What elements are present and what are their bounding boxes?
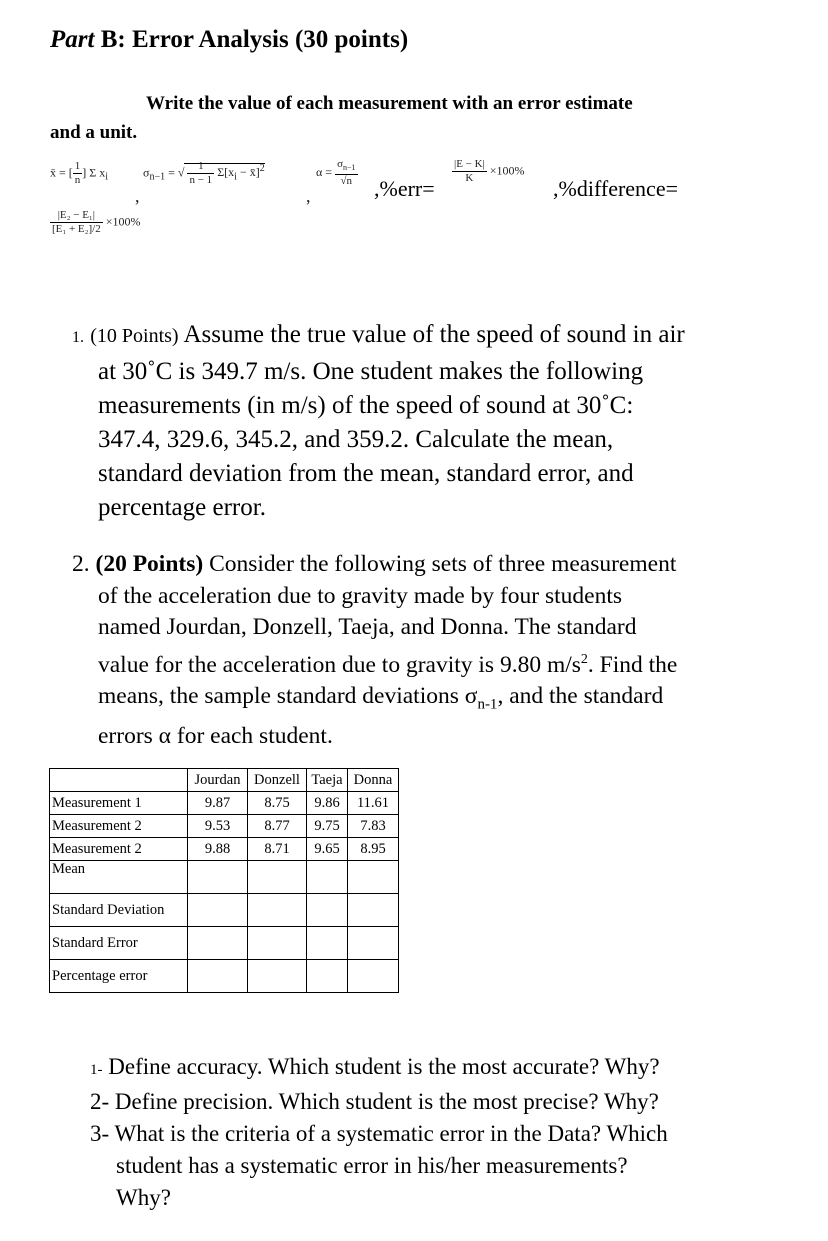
row-label: Mean xyxy=(50,861,188,894)
mean-formula: x̄ = [ $\frac{1}{n}$ ] Σ $x_i$ xyxy=(50,160,109,186)
table-header-cell: Donzell xyxy=(248,769,307,792)
table-row xyxy=(50,815,399,838)
question-1: 1. (10 Points) Assume the true value of the speed of sound in air at 30˚C is 349.7 m/s. One student makes the following measurements (in m/s) of the speed of sound at 30˚C: 347.4, 329.6, 345.2, and 359.2. Calculate the mean, standard deviation from the mean, standard error, and percentage error. xyxy=(72,321,685,521)
table-cell: 9.86 xyxy=(307,792,348,815)
table-header-cell: Taeja xyxy=(307,769,348,792)
empty-cell xyxy=(348,960,399,993)
table-cell: 8.95 xyxy=(348,838,399,861)
table-cell: 9.53 xyxy=(188,815,248,838)
question-2: 2. (20 Points) Consider the following sets of three measurement of the acceleration due to gravity made by four students named Jourdan, Donzell, Taeja, and Donna. The standard value for the acceleration due to gravity is 9.80 $m/s^2$. Find the means, the sample standard deviations $\sigma_{n-1}$, and the standard errors α for each student. xyxy=(72,551,678,750)
table-row xyxy=(50,894,399,927)
alpha-formula: α = $\frac{\sigma_{n-1}}{√n}$ xyxy=(316,158,356,188)
table-row xyxy=(50,960,399,993)
table-row xyxy=(50,927,399,960)
empty-cell xyxy=(348,927,399,960)
empty-cell xyxy=(348,861,399,894)
empty-cell xyxy=(248,861,307,894)
table-cell: 8.75 xyxy=(248,792,307,815)
empty-cell xyxy=(248,927,307,960)
table-cell: 11.61 xyxy=(348,792,399,815)
gravity-measurements-table xyxy=(49,768,399,993)
table-row xyxy=(50,838,399,861)
percent-difference-label: ,%difference= xyxy=(553,176,678,201)
empty-cell xyxy=(307,861,348,894)
table-row xyxy=(50,792,399,815)
formula-separator: , xyxy=(135,186,140,206)
empty-cell xyxy=(248,894,307,927)
row-label: Standard Deviation xyxy=(50,894,188,927)
percent-error-label: ,%err= xyxy=(374,176,435,201)
empty-cell xyxy=(307,960,348,993)
table-header-cell xyxy=(50,769,188,792)
table-header-cell: Jourdan xyxy=(188,769,248,792)
sigma-formula: $\sigma_{n-1}$ = √ $\frac{1}{n - 1}$ $\Sigma[x_i$ − x̄]$^2$ xyxy=(143,160,265,186)
empty-cell xyxy=(188,960,248,993)
empty-cell xyxy=(188,927,248,960)
table-row xyxy=(50,861,399,894)
empty-cell xyxy=(307,894,348,927)
table-header-row xyxy=(50,769,399,792)
table-cell: 8.77 xyxy=(248,815,307,838)
table-cell: 9.65 xyxy=(307,838,348,861)
table-cell: 9.88 xyxy=(188,838,248,861)
table-cell: 7.83 xyxy=(348,815,399,838)
instruction-line-1: Write the value of each measurement with an error estimate xyxy=(146,93,633,114)
row-label: Measurement 2 xyxy=(50,838,188,861)
table-cell: 8.71 xyxy=(248,838,307,861)
instruction-line-2: and a unit. xyxy=(50,122,138,143)
question-accuracy: 1- Define accuracy. Which student is the most accurate? Why? xyxy=(90,1054,660,1079)
page-title: Part B: Error Analysis (30 points) xyxy=(50,26,409,53)
question-systematic-error: 3- What is the criteria of a systematic error in the Data? Which student has a systematic error in his/her measurements? Why? xyxy=(90,1121,668,1210)
table-cell: 9.87 xyxy=(188,792,248,815)
empty-cell xyxy=(188,861,248,894)
follow-up-questions xyxy=(90,1051,790,1214)
formula-separator: , xyxy=(306,186,311,206)
table-cell: 9.75 xyxy=(307,815,348,838)
question-precision: 2- Define precision. Which student is the most precise? Why? xyxy=(90,1089,659,1114)
row-label: Measurement 1 xyxy=(50,792,188,815)
empty-cell xyxy=(348,894,399,927)
row-label: Standard Error xyxy=(50,927,188,960)
percent-difference-formula: $\frac{\text{|E₂ − E₁|}}{\text{[E₁ + E₂]/2}}$ ×100% xyxy=(52,209,141,235)
empty-cell xyxy=(188,894,248,927)
percent-error-formula: $\frac{|E - K|}{K}$ ×100% xyxy=(454,158,525,184)
table-header-cell: Donna xyxy=(348,769,399,792)
row-label: Measurement 2 xyxy=(50,815,188,838)
empty-cell xyxy=(248,960,307,993)
row-label: Percentage error xyxy=(50,960,188,993)
empty-cell xyxy=(307,927,348,960)
